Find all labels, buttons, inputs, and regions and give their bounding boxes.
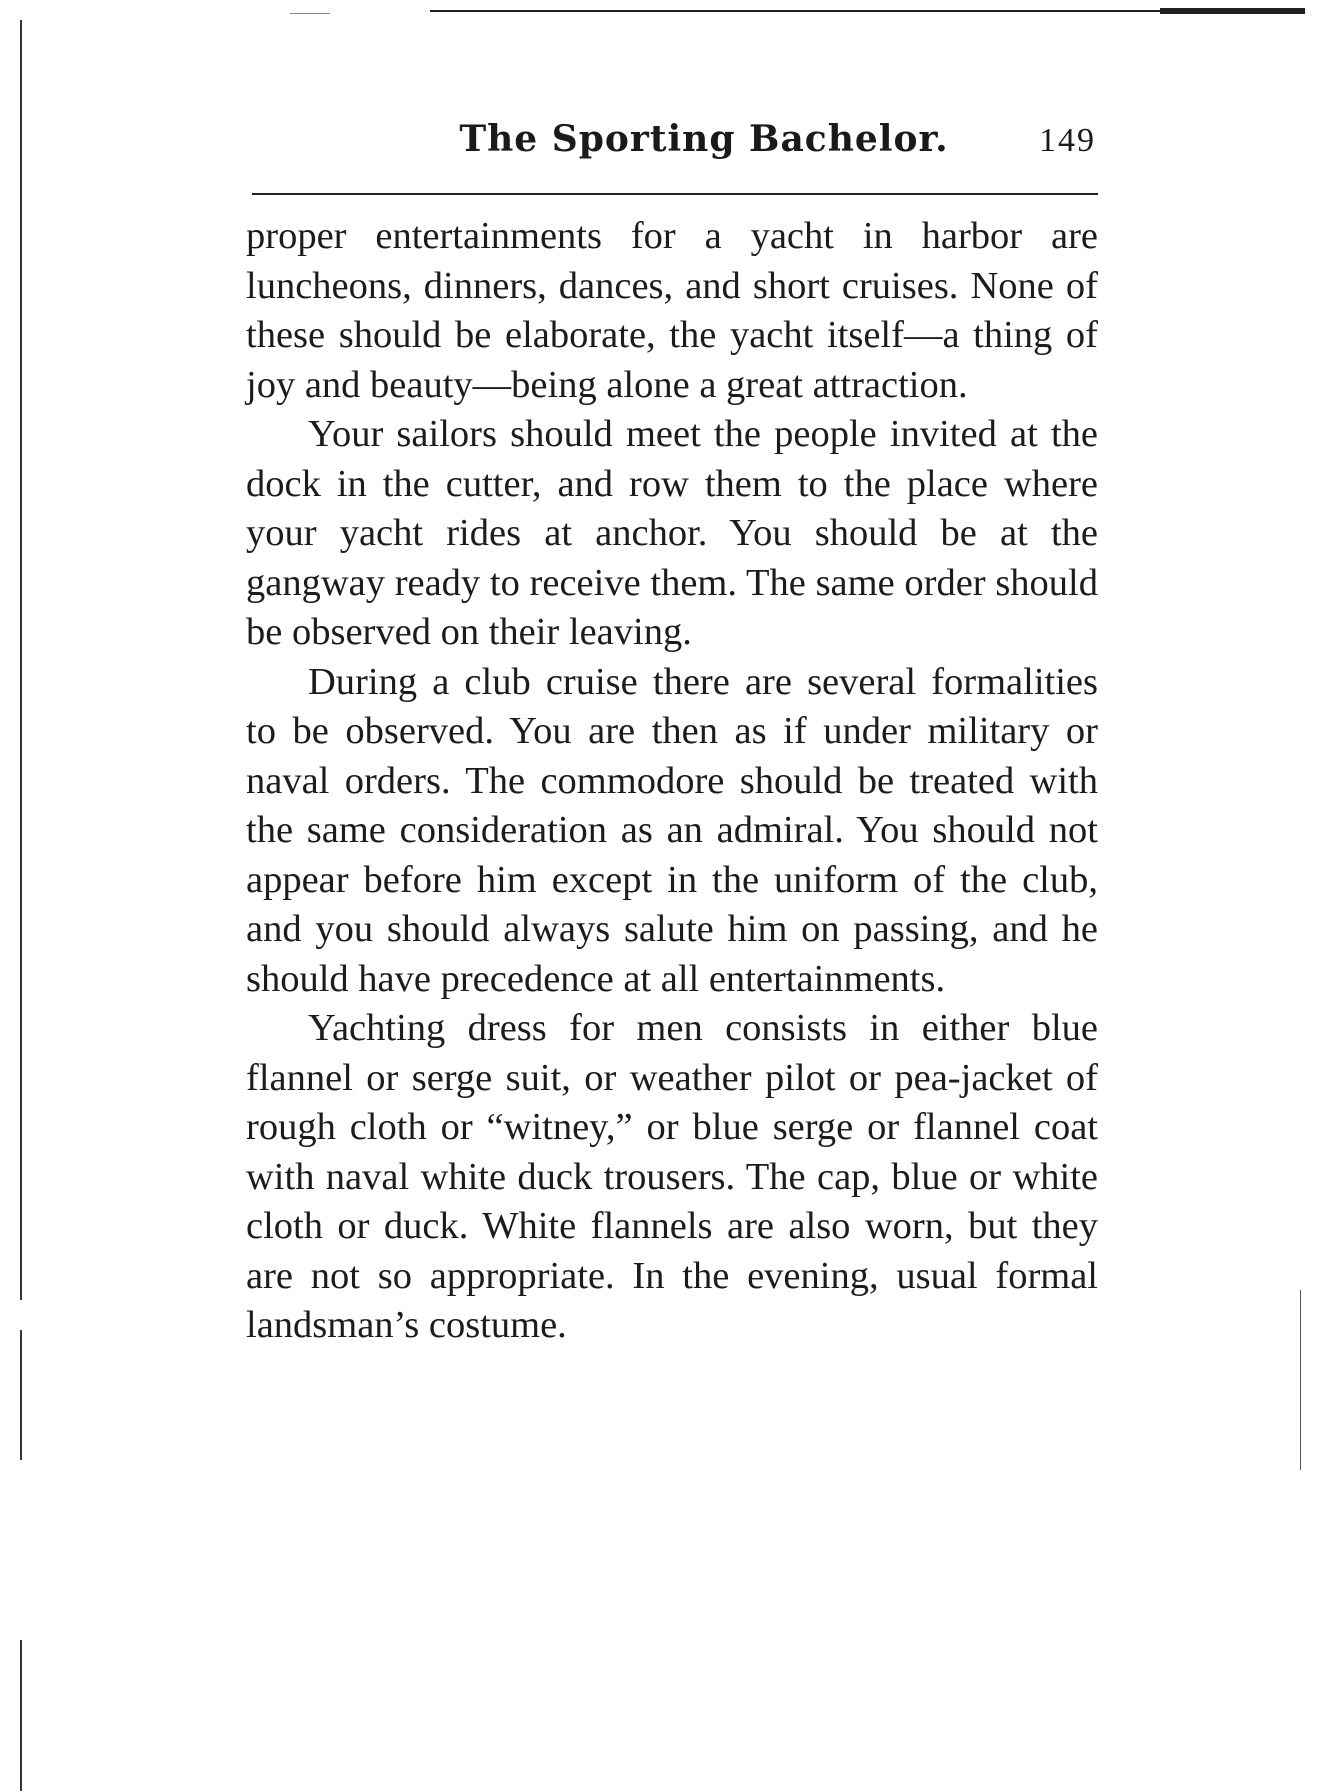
paragraph-2: Your sailors should meet the people invited at the dock in the cutter, and row them to the place where your yacht rides at anchor. You should be at the gangway ready to receive them. The same order should be observed on their leaving.: [246, 413, 1098, 653]
scan-edge-right: [1300, 1290, 1301, 1470]
scan-edge-left-lower: [20, 1330, 22, 1460]
paragraph-3: During a club cruise there are several formalities to be observed. You are then as if under military or naval orders. The commodore should be treated with the same consideration as an admiral. You should not appear before him except in the uniform of the club, and you should always salute him on passing, and he should have precedence at all entertainments.: [246, 660, 1098, 1000]
body-text: [246, 212, 1098, 1351]
page-number: 149: [1039, 122, 1096, 159]
header-rule: [252, 193, 1098, 195]
running-title: The Sporting Bachelor.: [459, 118, 949, 160]
scan-edge-top-faint: [290, 13, 330, 14]
paragraph-1: proper entertainments for a yacht in harbor are luncheons, dinners, dances, and short cruises. None of these should be elaborate, the yacht itself—a thing of joy and beauty—being alone a great attraction.: [246, 215, 1098, 406]
scan-edge-left: [20, 20, 22, 1300]
running-header: [244, 118, 1096, 178]
scan-edge-left-bottom: [20, 1640, 22, 1791]
paragraph-4: Yachting dress for men consists in either blue flannel or serge suit, or weather pilot or pea-jacket of rough cloth or “witney,” or blue serge or flannel coat with naval white duck trousers. The cap, blue or white cloth or duck. White flannels are also worn, but they are not so appropriate. In the evening, usual formal landsman’s costume.: [246, 1007, 1098, 1346]
scan-edge-top-dark: [1160, 8, 1305, 14]
